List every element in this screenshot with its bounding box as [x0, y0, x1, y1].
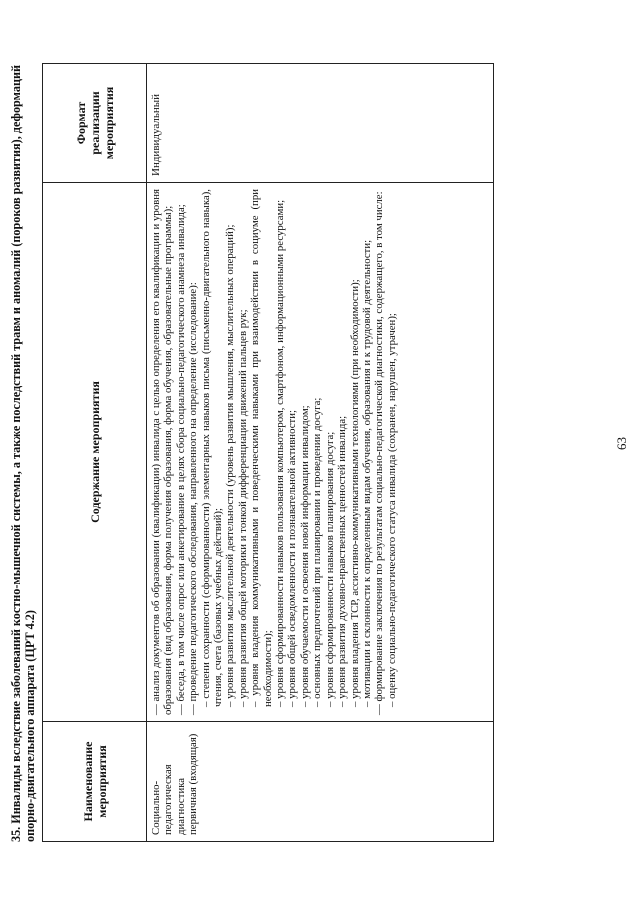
content-list: [150, 189, 398, 715]
content-item: – уровня развития духовно-нравственных ценностей инвалида;: [336, 415, 349, 707]
header-format: Формат реализации мероприятия: [43, 64, 147, 182]
content-item: – степени сохранности (сформированности) элементарных навыков письма (письменно-двигательного навыка), чтения, счета (базовых учебных действий);: [199, 189, 225, 707]
content-item: — проведение педагогического обследования, направленного на определение (исследование):: [187, 282, 200, 715]
measures-table: [42, 63, 494, 842]
content-item: – уровня сформированности навыков пользования компьютером, смартфоном, информационными ресурсами;: [274, 199, 287, 707]
content-item: – уровня общей осведомленности и познавательной активности;: [286, 409, 299, 707]
content-item: – уровня владения ТСР, ассистивно-коммуникативными технологиями (при необходимости);: [348, 279, 361, 707]
content-item: – уровня сформированности навыков планирования досуга;: [323, 431, 336, 707]
content-item: – уровня владения коммуникативными и поведенческими навыками при взаимодействии в социуме (при необходимости);: [249, 189, 274, 707]
content-item: – уровня развития общей моторики и тонкой дифференциации движений пальцев рук;: [236, 309, 249, 707]
content-item: – оценку социально-педагогического статуса инвалида (сохранен, нарушен, утрачен);: [385, 313, 398, 707]
content-item: — формирование заключения по результатам социально-педагогической диагностики, содержащего, в том числе:: [373, 191, 386, 715]
section-title: 35. Инвалиды вследствие заболеваний костно-мышечной системы, а также последствий травм и аномалий (пороков развития), деформаций опорно-двигательного аппарата (ЦРТ 4.2): [9, 64, 37, 842]
content-item: – уровня обучаемости и освоения новой информации инвалидом;: [298, 405, 311, 707]
content-item: – уровня развития мыслительной деятельности (уровень развития мышления, мыслительных операций);: [224, 224, 237, 707]
row-name: Социально-педагогическая диагностика первичная (входящая): [147, 721, 493, 841]
row-content: [147, 182, 493, 721]
header-name: Наименование мероприятия: [43, 721, 147, 841]
content-item: – мотивации и склонности к определенным видам обучения, образования и к трудовой деятельности;: [360, 239, 373, 707]
row-format: Индивидуальный: [150, 94, 162, 176]
header-content: Содержание мероприятия: [43, 182, 147, 721]
page-number: 63: [614, 437, 629, 450]
content-item: – основных предпочтений при планировании и проведении досуга;: [311, 397, 324, 707]
content-item: — беседа, в том числе опрос или анкетирование в целях сбора социально-педагогического анамнеза инвалида;: [174, 204, 187, 715]
content-item: — анализ документов об образовании (квалификации) инвалида с целью определения его квалификации и уровня образования (вид образования, форма получения образования, форма обучения, образовательные программы);: [150, 189, 175, 715]
